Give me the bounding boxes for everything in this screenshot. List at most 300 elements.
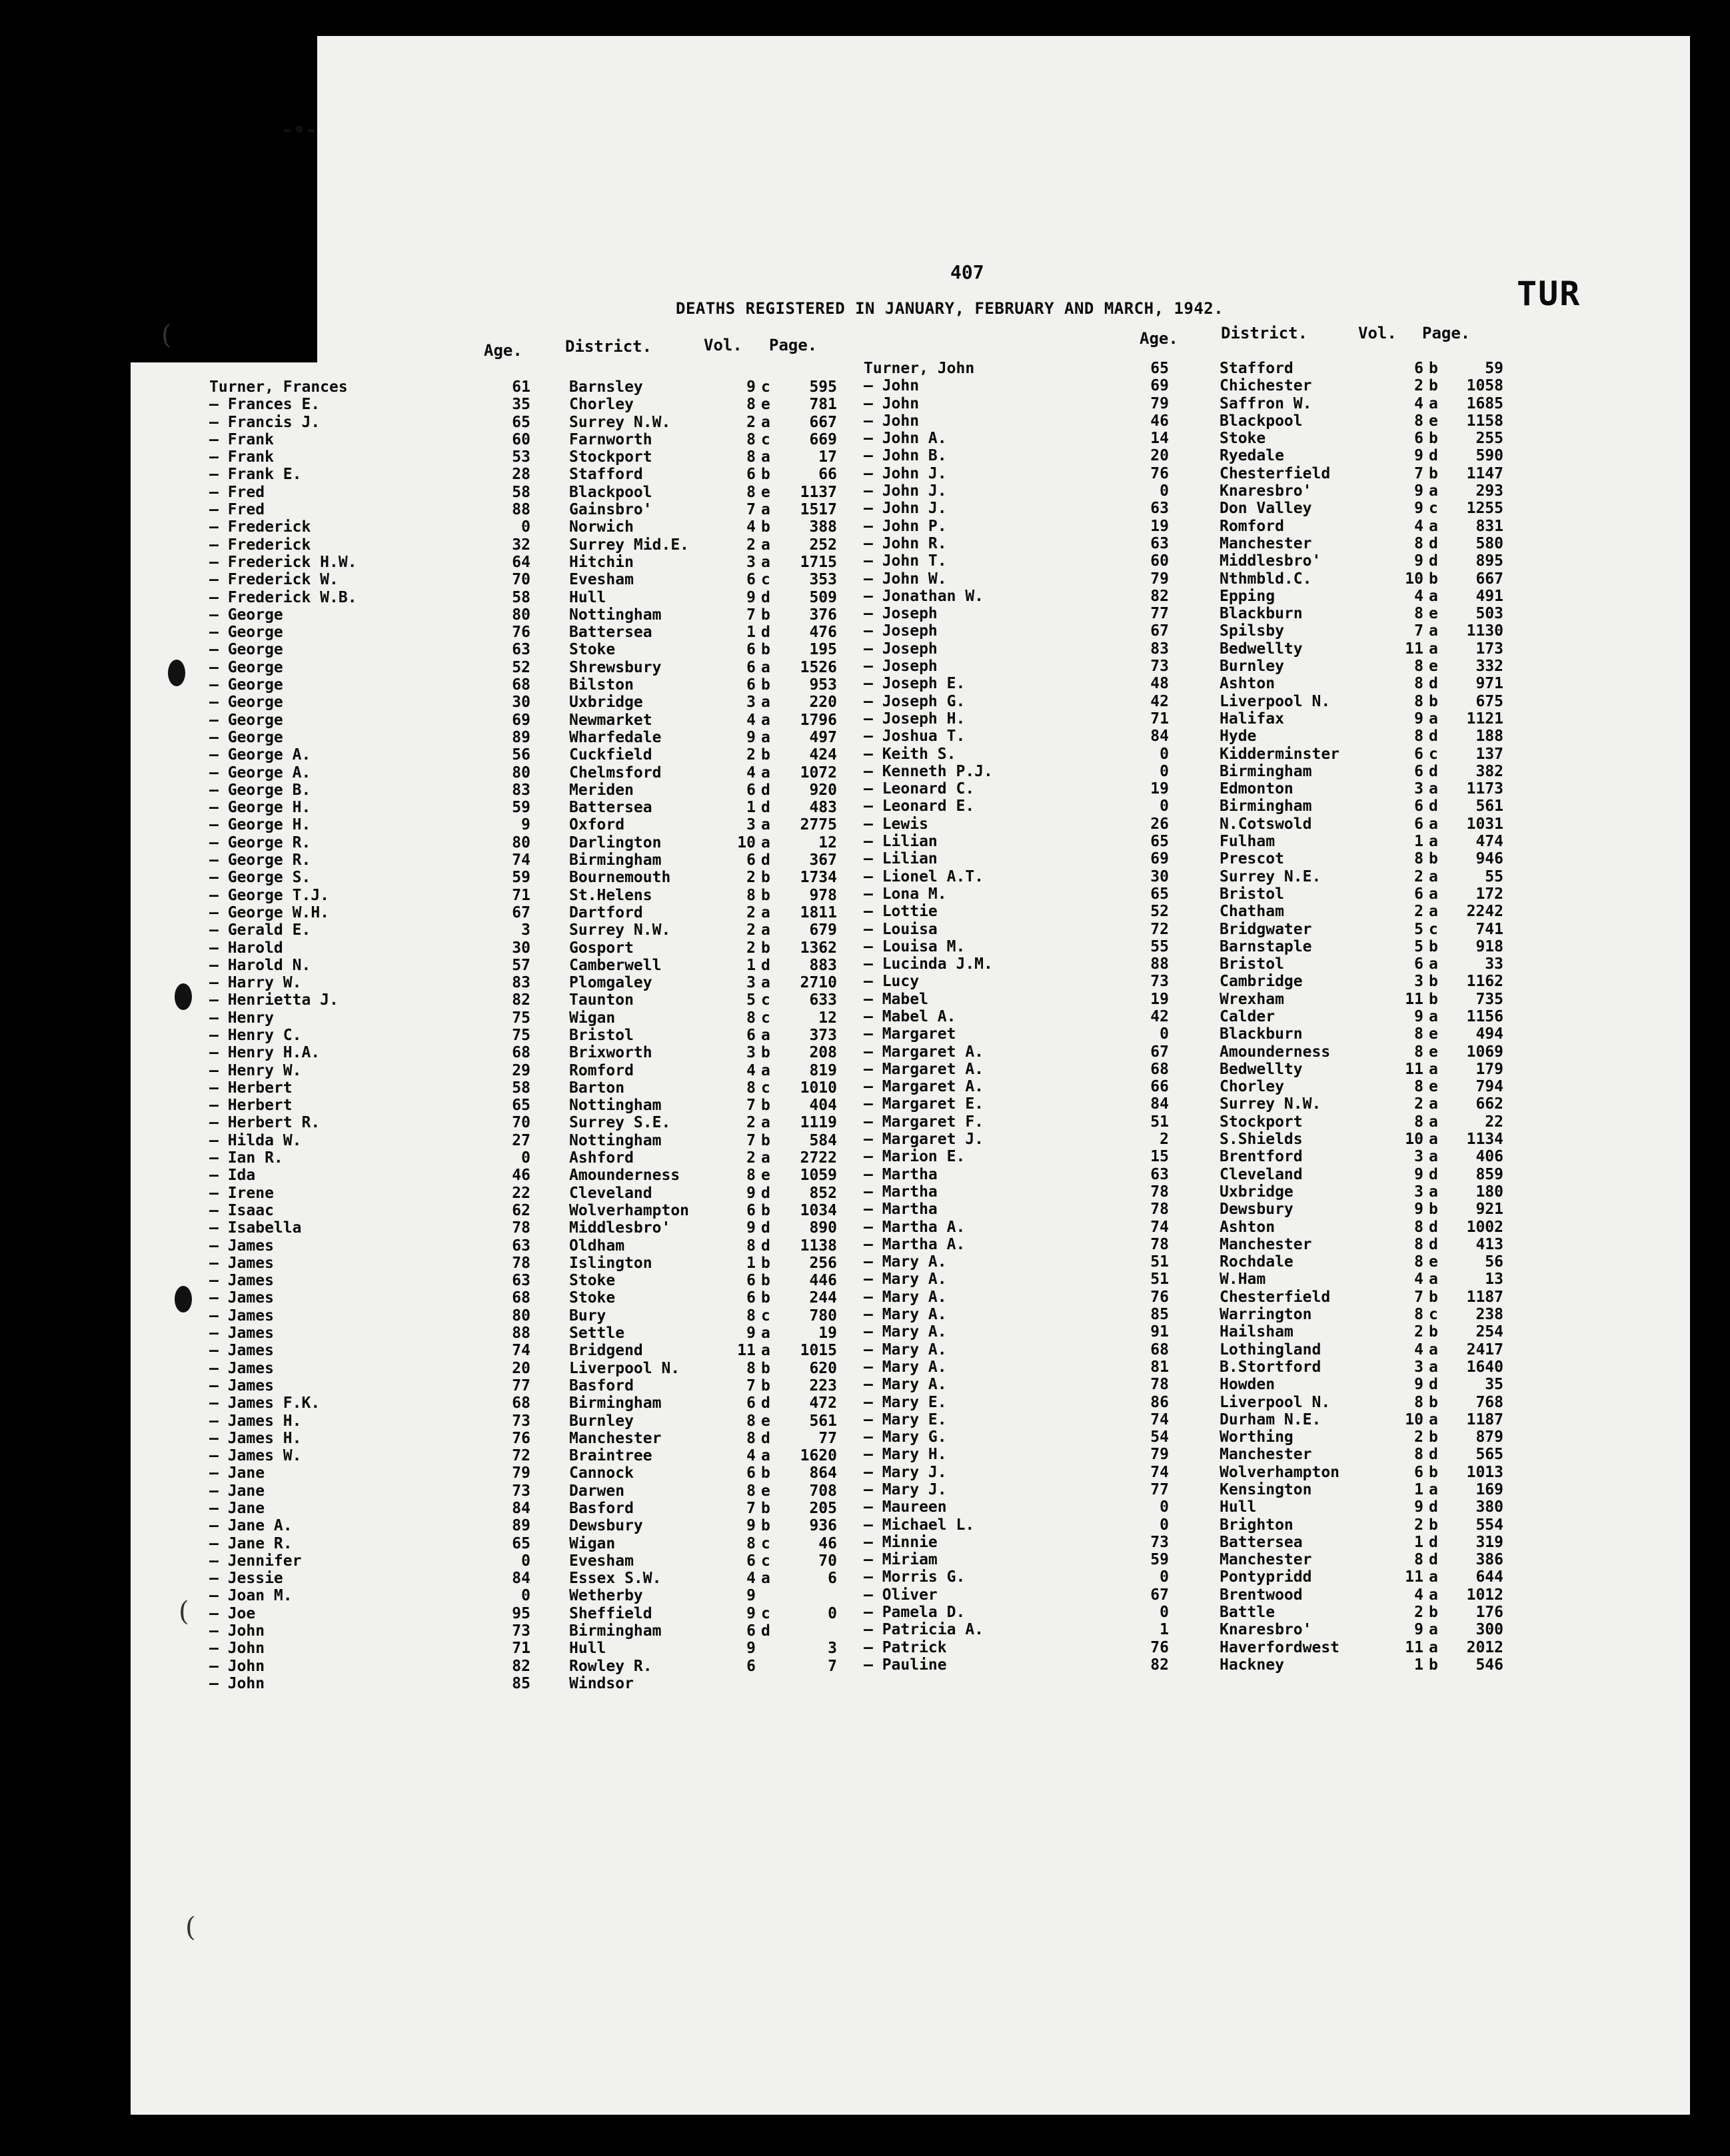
entry-name: — Leonard E. [864, 798, 975, 815]
entry-district: Hitchin [569, 553, 634, 571]
entry-volume: 9 [1414, 552, 1423, 570]
entry-age: 54 [1150, 1428, 1169, 1446]
entry-district: Blackburn [1220, 1025, 1303, 1043]
entry-name: — Mabel A. [864, 1007, 956, 1025]
entry-name: — James [209, 1289, 274, 1307]
punch-hole [175, 983, 192, 1010]
entry-volume-section: b [1429, 692, 1438, 710]
entry-volume-section: a [1429, 710, 1438, 728]
entry-volume: 7 [746, 1500, 756, 1517]
entry-district: Manchester [569, 1429, 662, 1447]
entry-age: 84 [1150, 728, 1169, 746]
entry-volume-section: b [1429, 973, 1438, 991]
entry-district: Chatham [1220, 903, 1284, 921]
entry-volume: 6 [1414, 815, 1423, 833]
entry-district: Liverpool N. [1220, 1393, 1331, 1411]
entry-age: 65 [1150, 833, 1169, 851]
entry-age: 15 [1150, 1148, 1169, 1166]
entry-district: Hailsham [1220, 1323, 1294, 1341]
entry-name: — Lucinda J.M. [864, 955, 993, 973]
entry-age: 52 [512, 658, 530, 676]
entry-volume: 4 [1414, 1341, 1423, 1358]
entry-age: 0 [1160, 1025, 1169, 1043]
entry-page: 595 [809, 378, 837, 396]
entry-page: 319 [1475, 1533, 1503, 1551]
entry-district: Settle [569, 1325, 625, 1343]
entry-district: Barnsley [569, 378, 643, 396]
entry-volume-section: a [1429, 1410, 1438, 1428]
entry-name: — Frederick H.W. [209, 553, 357, 571]
entry-age: 2 [1160, 1131, 1169, 1149]
entry-page: 735 [1475, 990, 1503, 1008]
entry-volume: 8 [746, 1412, 756, 1430]
entry-volume-section: b [761, 1464, 770, 1482]
entry-page: 920 [809, 781, 837, 799]
entry-name: — George H. [209, 799, 311, 817]
entry-district: Bristol [1220, 955, 1284, 973]
entry-age: 0 [1160, 762, 1169, 780]
entry-page: 918 [1475, 937, 1503, 955]
entry-age: 27 [512, 1131, 530, 1149]
entry-volume: 6 [1414, 1463, 1423, 1481]
entry-volume-section: a [1429, 867, 1438, 885]
entry-name: — Mabel [864, 990, 928, 1008]
entry-district: Ashton [1220, 675, 1276, 693]
entry-district: Hackney [1220, 1656, 1284, 1674]
entry-district: Darwen [569, 1482, 625, 1500]
entry-age: 82 [512, 991, 530, 1009]
entry-volume: 4 [1414, 517, 1423, 535]
entry-volume: 6 [1414, 430, 1423, 448]
entry-district: Stockport [1220, 1113, 1303, 1131]
entry-volume-section: a [1429, 815, 1438, 833]
entry-page: 1685 [1466, 394, 1503, 412]
entry-volume-section: a [761, 1026, 770, 1044]
entry-district: Kensington [1220, 1481, 1312, 1498]
entry-page: 332 [1475, 658, 1503, 676]
entry-volume: 6 [746, 676, 756, 694]
entry-district: Newmarket [569, 711, 652, 729]
entry-volume-section: a [761, 816, 770, 834]
entry-district: Oxford [569, 816, 625, 834]
entry-page: 176 [1475, 1604, 1503, 1622]
entry-volume-section: e [1429, 1025, 1438, 1043]
entry-volume: 9 [746, 378, 756, 396]
entry-name: — Joseph [864, 622, 938, 640]
entry-name: — James F.K. [209, 1394, 321, 1412]
entry-name: — Henry H.A. [209, 1044, 321, 1062]
entry-volume-section: b [761, 641, 770, 659]
entry-age: 82 [512, 1657, 530, 1675]
entry-volume-section: d [761, 1429, 770, 1447]
entry-page: 679 [809, 921, 837, 939]
entry-volume-section: b [761, 1097, 770, 1115]
entry-district: Shrewsbury [569, 658, 662, 676]
entry-name: — Isabella [209, 1219, 302, 1237]
entry-volume: 8 [1414, 850, 1423, 868]
entry-page: 1147 [1466, 464, 1503, 482]
entry-age: 85 [1150, 1306, 1169, 1324]
entry-volume-section: b [761, 676, 770, 694]
entry-name: — Lucy [864, 973, 920, 991]
entry-age: 1 [1160, 1621, 1169, 1639]
entry-volume: 2 [746, 921, 756, 939]
entry-age: 73 [512, 1622, 530, 1640]
entry-name: — Mary G. [864, 1428, 947, 1446]
entry-page: 293 [1475, 482, 1503, 500]
entry-age: 64 [512, 553, 530, 571]
entry-age: 0 [521, 1149, 530, 1167]
entry-district: Surrey N.W. [569, 921, 671, 939]
entry-volume-section: a [761, 1114, 770, 1132]
entry-age: 76 [1150, 1288, 1169, 1306]
entry-page: 205 [809, 1500, 837, 1517]
entry-volume: 8 [746, 1482, 756, 1500]
entry-district: Chelmsford [569, 764, 662, 782]
entry-district: Saffron W. [1220, 394, 1312, 412]
entry-age: 67 [1150, 1043, 1169, 1061]
entry-district: Birmingham [569, 1622, 662, 1640]
entry-volume: 2 [1414, 903, 1423, 921]
entry-volume: 6 [746, 1272, 756, 1290]
entry-page: 1526 [800, 658, 837, 676]
entry-district: Burnley [569, 1412, 634, 1430]
entry-volume: 4 [746, 711, 756, 729]
entry-name: — James [209, 1272, 274, 1290]
entry-age: 0 [1160, 1604, 1169, 1622]
entry-volume-section: b [1429, 1516, 1438, 1534]
entry-volume: 3 [1414, 973, 1423, 991]
entry-age: 86 [1150, 1393, 1169, 1411]
entry-district: Norwich [569, 518, 634, 536]
entry-page: 890 [809, 1219, 837, 1237]
entry-volume-section: d [761, 1184, 770, 1202]
entry-age: 80 [512, 833, 530, 851]
entry-volume: 8 [746, 1534, 756, 1552]
entry-district: Manchester [1220, 534, 1312, 552]
entry-name: — Isaac [209, 1201, 274, 1219]
entry-volume-section: d [1429, 675, 1438, 693]
entry-volume-section: a [1429, 1638, 1438, 1656]
entry-page: 388 [809, 518, 837, 536]
entry-age: 53 [512, 448, 530, 466]
entry-volume-section: e [761, 1167, 770, 1185]
entry-age: 67 [1150, 1586, 1169, 1604]
entry-name: — Margaret A. [864, 1078, 984, 1096]
entry-name: — Mary E. [864, 1410, 947, 1428]
entry-name: — Martha [864, 1165, 938, 1183]
entry-page: 565 [1475, 1446, 1503, 1464]
entry-volume: 9 [746, 1184, 756, 1202]
entry-page: 852 [809, 1184, 837, 1202]
entry-district: Knaresbro' [1220, 482, 1312, 500]
entry-name: — John J. [864, 500, 947, 518]
entry-volume-section: d [761, 1237, 770, 1255]
entry-district: Chorley [569, 396, 634, 414]
entry-volume-section: b [1429, 937, 1438, 955]
entry-age: 68 [1150, 1060, 1169, 1078]
entry-volume-section: a [1429, 394, 1438, 412]
page-title: DEATHS REGISTERED IN JANUARY, FEBRUARY AND MARCH, 1942. [676, 299, 1224, 318]
entry-volume: 8 [746, 1167, 756, 1185]
entry-age: 68 [512, 1044, 530, 1062]
entry-district: Basford [569, 1376, 634, 1394]
entry-name: — Jessie [209, 1570, 283, 1588]
entry-volume: 6 [1414, 762, 1423, 780]
entry-name: — Mary A. [864, 1306, 947, 1324]
entry-name: — Patricia A. [864, 1621, 984, 1639]
entry-page: 1015 [800, 1342, 837, 1360]
entry-volume-section: e [761, 483, 770, 501]
entry-volume: 6 [1414, 745, 1423, 763]
entry-name: — Jane [209, 1500, 265, 1517]
entry-volume: 11 [1405, 1568, 1423, 1586]
entry-name: — Henry W. [209, 1061, 302, 1079]
entry-district: Brixworth [569, 1044, 652, 1062]
entry-age: 79 [1150, 570, 1169, 588]
entry-volume-section: a [1429, 1131, 1438, 1149]
entry-district: Wigan [569, 1009, 616, 1027]
entry-page: 376 [809, 606, 837, 624]
entry-district: Liverpool N. [569, 1359, 680, 1377]
entry-district: Windsor [569, 1674, 634, 1692]
entry-name: — Joseph [864, 640, 938, 658]
entry-district: Cleveland [1220, 1165, 1303, 1183]
entry-district: Gosport [569, 939, 634, 957]
entry-age: 78 [1150, 1183, 1169, 1201]
entry-page: 584 [809, 1131, 837, 1149]
entry-age: 74 [512, 1342, 530, 1360]
entry-volume: 10 [737, 833, 756, 851]
entry-name: — Lilian [864, 850, 938, 868]
entry-volume: 6 [746, 1289, 756, 1307]
entry-district: Nottingham [569, 1097, 662, 1115]
entry-page: 1715 [800, 553, 837, 571]
entry-volume-section: d [1429, 1551, 1438, 1569]
entry-district: Brentford [1220, 1148, 1303, 1166]
entry-page: 1158 [1466, 412, 1503, 430]
entry-name: — Margaret F. [864, 1113, 984, 1131]
entry-volume-section: d [1429, 534, 1438, 552]
entry-page: 12 [818, 1009, 837, 1027]
entry-volume: 9 [746, 1640, 756, 1658]
entry-name: — Irene [209, 1184, 274, 1202]
entry-name: — Jane A. [209, 1517, 293, 1535]
entry-volume-section: a [761, 536, 770, 554]
entry-district: Wolverhampton [1220, 1463, 1340, 1481]
entry-page: 220 [809, 694, 837, 712]
entry-volume-section: e [761, 1412, 770, 1430]
entry-volume: 8 [1414, 1025, 1423, 1043]
entry-district: Epping [1220, 587, 1276, 605]
entry-name: — Louisa M. [864, 937, 966, 955]
scan-corner-shadow [131, 36, 317, 362]
entry-volume-section: a [761, 448, 770, 466]
entry-volume-section: c [761, 1604, 770, 1622]
entry-volume: 1 [746, 1254, 756, 1272]
entry-volume-section: a [761, 728, 770, 746]
entry-district: Cambridge [1220, 973, 1303, 991]
entry-name: — Keith S. [864, 745, 956, 763]
entry-page: 380 [1475, 1498, 1503, 1516]
entry-age: 0 [1160, 1498, 1169, 1516]
entry-age: 62 [512, 1201, 530, 1219]
entry-volume: 6 [1414, 955, 1423, 973]
entry-page: 137 [1475, 745, 1503, 763]
entry-volume: 8 [1414, 1253, 1423, 1271]
entry-volume: 2 [1414, 867, 1423, 885]
entry-page: 195 [809, 641, 837, 659]
entry-page: 953 [809, 676, 837, 694]
entry-name: — John B. [864, 447, 947, 465]
entry-district: Blackburn [1220, 605, 1303, 623]
entry-age: 83 [512, 781, 530, 799]
entry-age: 84 [512, 1500, 530, 1517]
entry-volume-section: b [761, 886, 770, 904]
entry-volume: 3 [1414, 1148, 1423, 1166]
entry-age: 32 [512, 536, 530, 554]
entry-name: — John P. [864, 517, 947, 535]
index-code: TUR [1517, 274, 1581, 313]
entry-volume: 7 [1414, 1288, 1423, 1306]
entry-volume-section: a [1429, 1341, 1438, 1358]
entry-age: 65 [1150, 885, 1169, 903]
entry-district: Stoke [569, 641, 616, 659]
entry-volume-section: b [761, 1044, 770, 1062]
entry-page: 620 [809, 1359, 837, 1377]
entry-volume: 4 [746, 518, 756, 536]
entry-volume-section: a [1429, 1113, 1438, 1131]
entry-page: 252 [809, 536, 837, 554]
entry-page: 244 [809, 1289, 837, 1307]
entry-volume-section: d [761, 851, 770, 869]
entry-age: 83 [1150, 640, 1169, 658]
entry-volume-section: c [761, 1534, 770, 1552]
entry-page: 1811 [800, 903, 837, 921]
entry-name: — Jennifer [209, 1552, 302, 1570]
entry-page: 864 [809, 1464, 837, 1482]
entry-age: 42 [1150, 1007, 1169, 1025]
entry-volume-section: b [761, 606, 770, 624]
entry-district: Bristol [1220, 885, 1284, 903]
entry-district: Knaresbro' [1220, 1621, 1312, 1639]
entry-district: Manchester [1220, 1446, 1312, 1464]
entry-volume-section: a [1429, 1148, 1438, 1166]
entry-volume-section: e [761, 1482, 770, 1500]
entry-district: N.Cotswold [1220, 815, 1312, 833]
entry-district: Prescot [1220, 850, 1284, 868]
entry-name: — Herbert R. [209, 1114, 321, 1132]
entry-district: Essex S.W. [569, 1570, 662, 1588]
entry-volume: 2 [746, 746, 756, 764]
entry-age: 63 [512, 1237, 530, 1255]
entry-name: — James [209, 1359, 274, 1377]
entry-name: — James [209, 1376, 274, 1394]
entry-district: Bedwellty [1220, 640, 1303, 658]
entry-district: Howden [1220, 1376, 1276, 1394]
entry-name: — James [209, 1254, 274, 1272]
entry-district: Birmingham [1220, 762, 1312, 780]
entry-district: Edmonton [1220, 780, 1294, 798]
entry-age: 69 [1150, 377, 1169, 395]
entry-volume-section: c [1429, 500, 1438, 518]
entry-age: 56 [512, 746, 530, 764]
entry-district: Nottingham [569, 606, 662, 624]
entry-age: 51 [1150, 1271, 1169, 1289]
entry-name: — George R. [209, 851, 311, 869]
entry-district: Nthmbld.C. [1220, 570, 1312, 588]
entry-district: Middlesbro' [569, 1219, 671, 1237]
entry-page: 1362 [800, 939, 837, 957]
entry-volume-section: a [1429, 1568, 1438, 1586]
entry-district: Wigan [569, 1534, 616, 1552]
district-header: District. [565, 337, 652, 356]
entry-name: — Harold N. [209, 956, 311, 974]
entry-district: Hull [569, 588, 606, 606]
entry-volume-section: b [761, 939, 770, 957]
entry-district: Brentwood [1220, 1586, 1303, 1604]
entry-age: 26 [1150, 815, 1169, 833]
entry-volume-section: d [761, 588, 770, 606]
entry-age: 63 [1150, 534, 1169, 552]
vol-header: Vol. [1358, 324, 1397, 342]
entry-district: Brighton [1220, 1516, 1294, 1534]
entry-district: Birmingham [1220, 798, 1312, 815]
entry-volume: 9 [1414, 1498, 1423, 1516]
entry-name: — Morris G. [864, 1568, 966, 1586]
entry-name: — Mary A. [864, 1376, 947, 1394]
entry-page: 794 [1475, 1078, 1503, 1096]
entry-page: 859 [1475, 1165, 1503, 1183]
entry-volume-section: d [761, 1394, 770, 1412]
entry-district: Blackpool [569, 483, 652, 501]
entry-district: Sheffield [569, 1604, 652, 1622]
entry-volume: 4 [1414, 1586, 1423, 1604]
entry-district: Manchester [1220, 1551, 1312, 1569]
entry-age: 19 [1150, 990, 1169, 1008]
entry-volume-section: d [1429, 1446, 1438, 1464]
entry-name: — Marion E. [864, 1148, 966, 1166]
entry-page: 3 [828, 1640, 837, 1658]
entry-volume: 2 [1414, 1095, 1423, 1113]
entry-name: — Henrietta J. [209, 991, 339, 1009]
entry-name: — Joseph [864, 605, 938, 623]
entry-age: 71 [512, 886, 530, 904]
entry-page: 476 [809, 624, 837, 642]
entry-page: 173 [1475, 640, 1503, 658]
entry-volume-section: b [1429, 1428, 1438, 1446]
entry-district: Chesterfield [1220, 464, 1331, 482]
entry-volume: 7 [746, 1376, 756, 1394]
entry-age: 65 [1150, 360, 1169, 377]
entry-page: 2417 [1466, 1341, 1503, 1358]
entry-age: 80 [512, 764, 530, 782]
entry-volume: 6 [746, 466, 756, 484]
entry-volume: 7 [1414, 622, 1423, 640]
entry-volume: 6 [746, 1394, 756, 1412]
entry-age: 75 [512, 1026, 530, 1044]
entry-volume: 8 [746, 396, 756, 414]
entry-age: 65 [512, 413, 530, 431]
entry-district: Cannock [569, 1464, 634, 1482]
entry-volume: 6 [746, 1464, 756, 1482]
entry-district: Cleveland [569, 1184, 652, 1202]
entry-name: — Martha A. [864, 1218, 966, 1236]
entry-name: — John [209, 1640, 265, 1658]
entry-page: 1187 [1466, 1410, 1503, 1428]
entry-volume-section: a [1429, 1007, 1438, 1025]
entry-page: 180 [1475, 1183, 1503, 1201]
